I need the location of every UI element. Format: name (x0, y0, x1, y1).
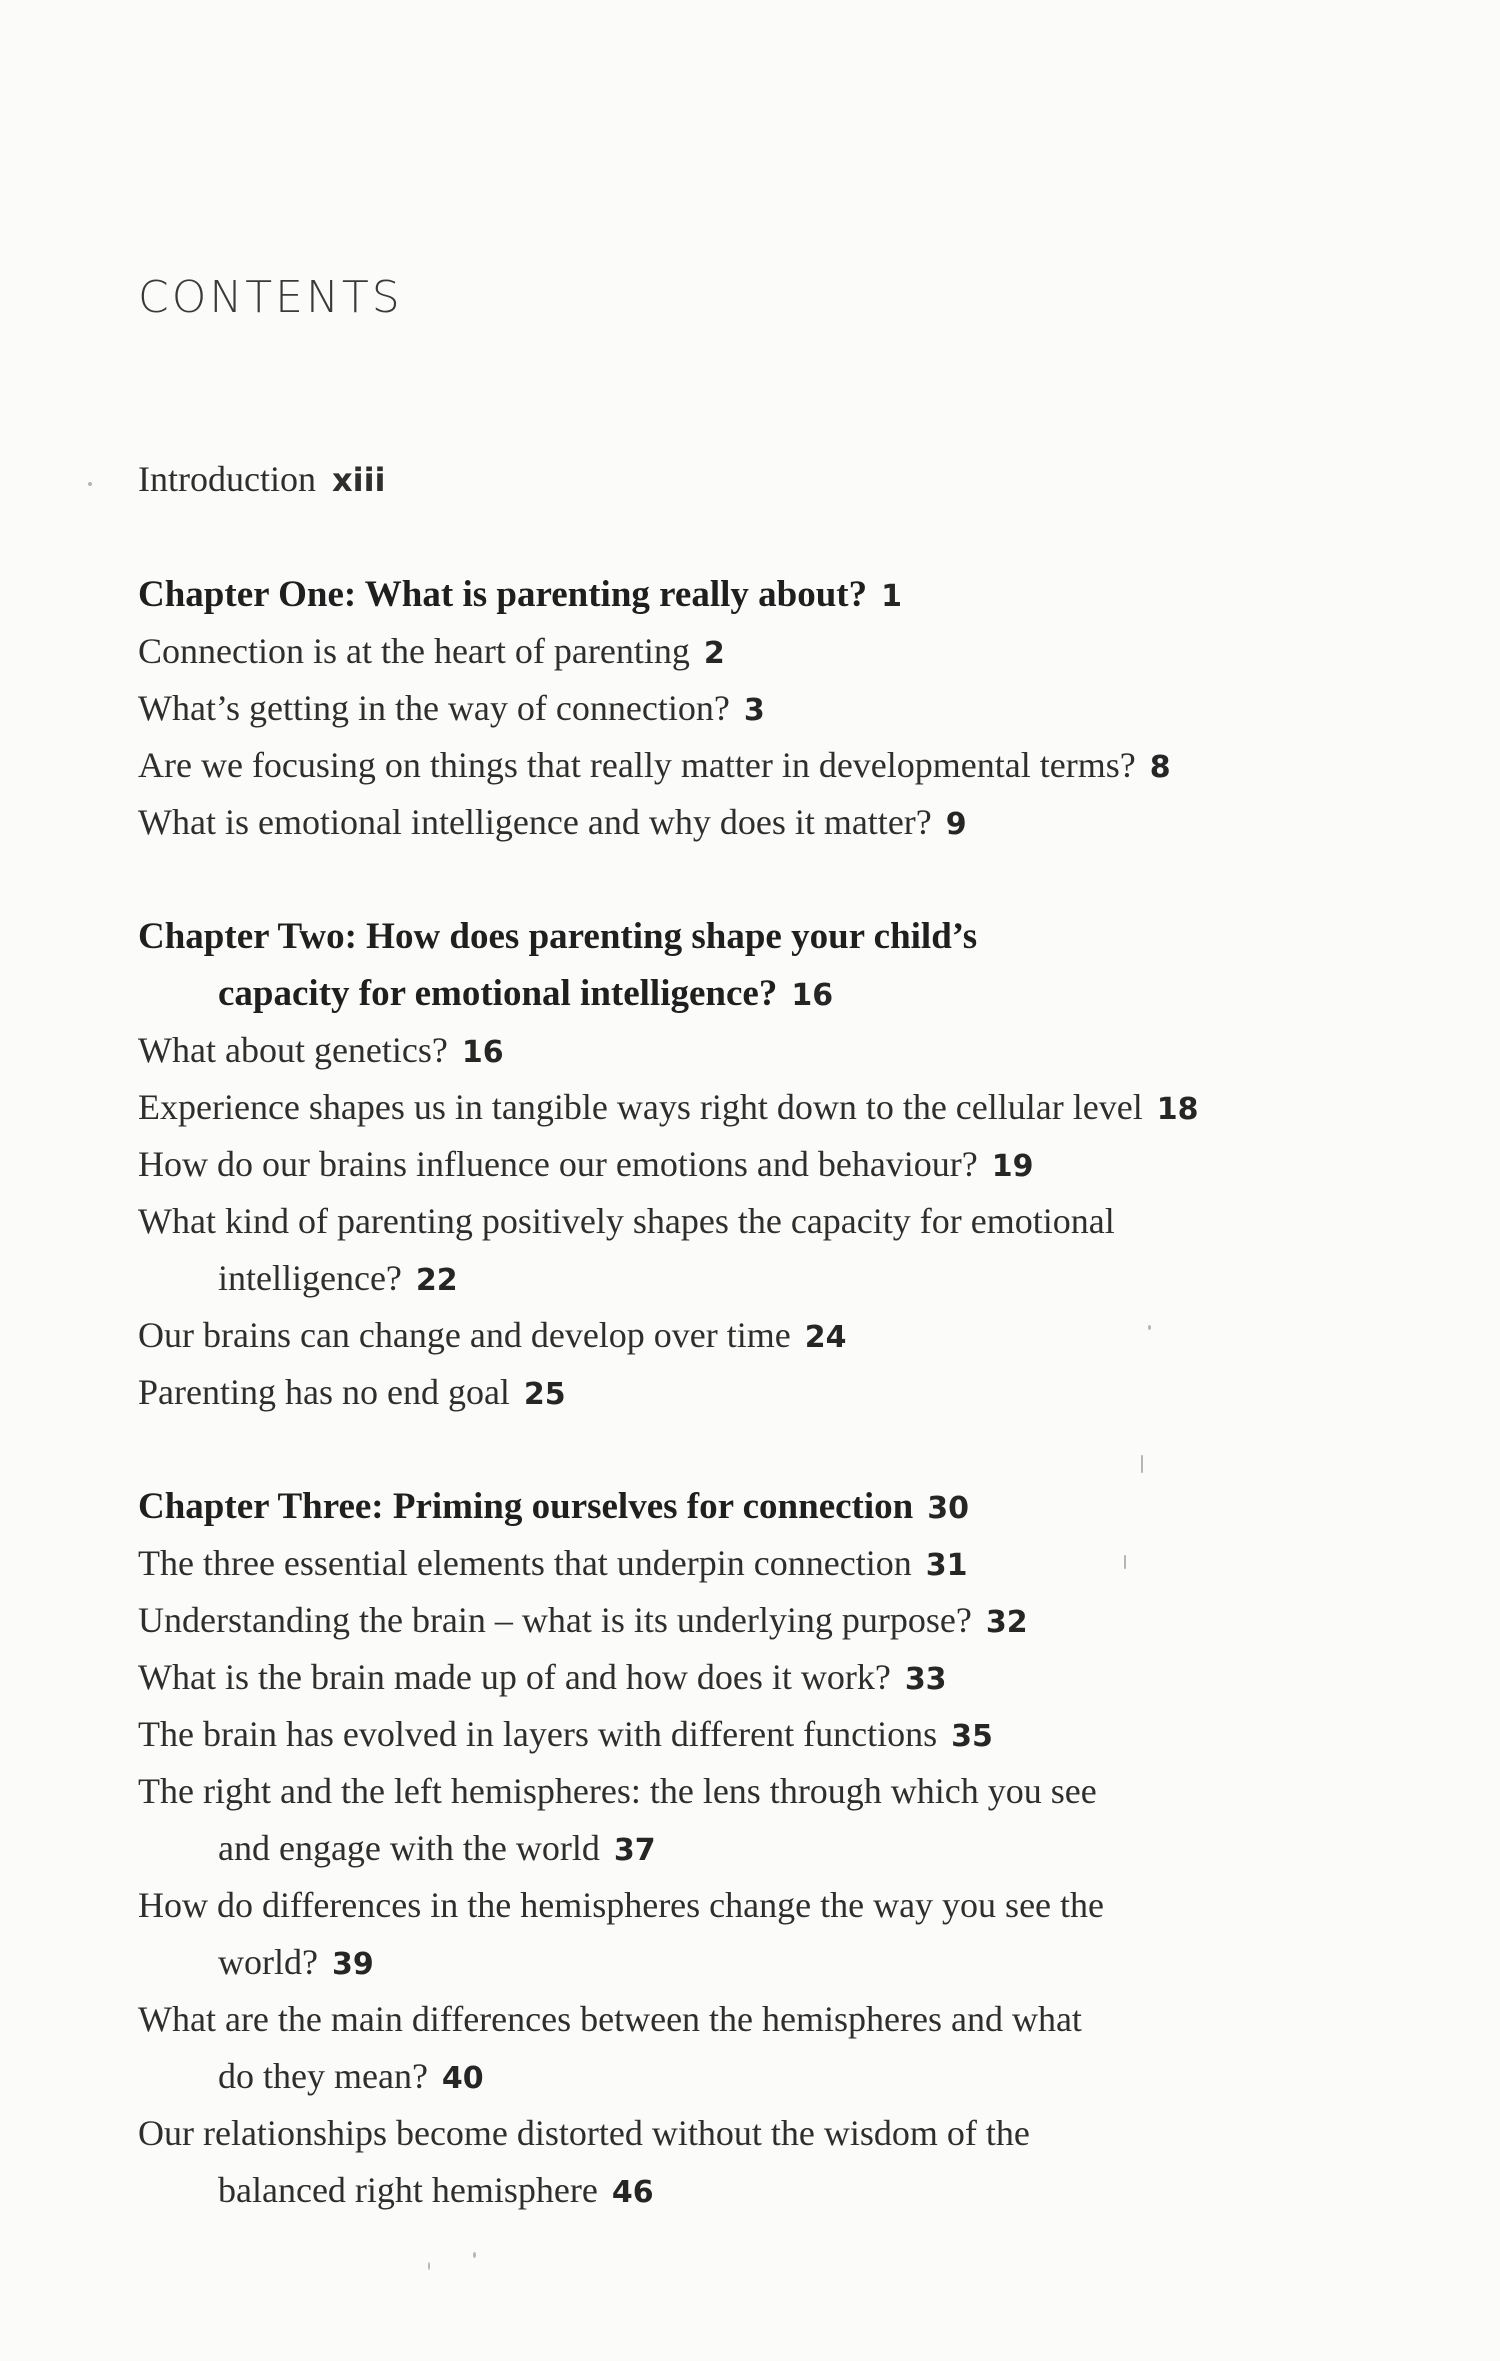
toc-entry-label: Experience shapes us in tangible ways right down to the cellular level (138, 1087, 1143, 1127)
toc-page-number: 19 (991, 1149, 1034, 1184)
toc-entry-label: How do our brains influence our emotions and behaviour? (138, 1144, 978, 1184)
toc-entry[interactable] (138, 1877, 1104, 1934)
toc-page-number: 37 (613, 1833, 656, 1868)
toc-entry[interactable] (138, 1193, 1115, 1250)
chapter-heading-two[interactable] (138, 908, 977, 965)
toc-page-number: 18 (1156, 1092, 1199, 1127)
toc-entry[interactable] (138, 737, 1171, 796)
toc-entry[interactable] (138, 680, 765, 739)
toc-page-number: 46 (611, 2175, 654, 2210)
toc-page-number: 2 (703, 636, 725, 671)
toc-page-number: 1 (881, 579, 902, 614)
toc-entry-label: The three essential elements that underpin connection (138, 1543, 912, 1583)
toc-page-number: 16 (791, 978, 834, 1013)
toc-page-number: 40 (441, 2061, 484, 2096)
toc-page-number: 25 (523, 1377, 566, 1412)
scan-speck (428, 2262, 430, 2270)
scan-speck (473, 2252, 476, 2258)
toc-entry-label: How do differences in the hemispheres change the way you see the (138, 1885, 1105, 1925)
chapter-title: Chapter Three: Priming ourselves for connection (138, 1486, 914, 1527)
toc-page-number: 3 (743, 693, 765, 728)
toc-entry-label-continued: do they mean? (218, 2056, 428, 2096)
toc-entry[interactable] (138, 623, 725, 682)
toc-entry-label: Understanding the brain – what is its underlying purpose? (138, 1600, 972, 1640)
toc-entry-label-continued: balanced right hemisphere (218, 2170, 598, 2210)
toc-page-number: 24 (804, 1320, 847, 1355)
toc-page-number: 39 (331, 1947, 374, 1982)
toc-entry-label: What is emotional intelligence and why does it matter? (138, 802, 932, 842)
toc-entry-label: What is the brain made up of and how does it work? (138, 1657, 891, 1697)
toc-entry[interactable] (138, 2105, 1030, 2162)
toc-entry-continued[interactable] (218, 2048, 484, 2107)
toc-page-number: 35 (951, 1719, 993, 1754)
chapter-title: Chapter Two: How does parenting shape your child’s (138, 916, 978, 957)
toc-page-number: 8 (1149, 750, 1171, 785)
toc-entry-label: Our brains can change and develop over time (138, 1315, 791, 1355)
toc-page-number: 32 (985, 1605, 1028, 1640)
scan-speck (1124, 1555, 1126, 1569)
toc-page-number: 9 (945, 807, 967, 842)
chapter-heading-three[interactable] (138, 1478, 969, 1537)
toc-entry[interactable] (138, 1535, 967, 1594)
toc-entry-label: Connection is at the heart of parenting (138, 631, 690, 671)
toc-entry[interactable] (138, 1079, 1198, 1138)
toc-page-number: xiii (331, 461, 386, 499)
toc-entry-label: Parenting has no end goal (138, 1372, 510, 1412)
toc-entry[interactable] (138, 1022, 504, 1081)
toc-page-number: 22 (415, 1263, 458, 1298)
chapter-title: Chapter One: What is parenting really about? (138, 574, 868, 615)
toc-entry-continued[interactable] (218, 1250, 458, 1309)
toc-page-number: 33 (904, 1662, 947, 1697)
toc-entry-label-continued: world? (218, 1942, 318, 1982)
toc-entry-label: The right and the left hemispheres: the lens through which you see (138, 1771, 1097, 1811)
toc-entry-label: The brain has evolved in layers with different functions (138, 1714, 938, 1754)
toc-entry-label: What are the main differences between the hemispheres and what (138, 1999, 1082, 2039)
toc-entry[interactable] (138, 1592, 1028, 1651)
toc-entry-label: What kind of parenting positively shapes the capacity for emotional (138, 1201, 1115, 1241)
scan-speck (88, 482, 92, 486)
toc-page-number: 30 (927, 1491, 969, 1526)
scan-speck (1141, 1455, 1143, 1473)
toc-entry[interactable] (138, 1706, 993, 1765)
toc-entry-label: Our relationships become distorted without the wisdom of the (138, 2113, 1030, 2153)
toc-entry-continued[interactable] (218, 1820, 656, 1879)
toc-entry-label: Are we focusing on things that really matter in developmental terms? (138, 745, 1136, 785)
toc-entry[interactable] (138, 1991, 1082, 2048)
toc-entry-label: What about genetics? (138, 1030, 448, 1070)
toc-entry[interactable] (138, 794, 967, 853)
toc-entry-continued[interactable] (218, 1934, 374, 1993)
toc-page-number: 16 (461, 1035, 504, 1070)
chapter-heading-one[interactable] (138, 566, 902, 625)
toc-entry[interactable] (138, 1763, 1097, 1820)
toc-entry-label-continued: and engage with the world (218, 1828, 600, 1868)
toc-entry-continued[interactable] (218, 2162, 654, 2221)
chapter-title-continued: capacity for emotional intelligence? (218, 973, 778, 1014)
toc-entry-label: What’s getting in the way of connection? (138, 688, 730, 728)
page-title: CONTENTS (138, 272, 403, 323)
toc-entry-introduction[interactable] (138, 451, 386, 509)
scan-speck (1148, 1325, 1151, 1330)
toc-page-number: 31 (925, 1548, 968, 1583)
toc-entry[interactable] (138, 1364, 566, 1423)
chapter-heading-two-continued[interactable] (218, 965, 833, 1024)
toc-entry[interactable] (138, 1307, 847, 1366)
toc-entry[interactable] (138, 1136, 1034, 1195)
toc-entry-label-continued: intelligence? (218, 1258, 402, 1298)
toc-entry-label: Introduction (138, 459, 316, 499)
toc-entry[interactable] (138, 1649, 947, 1708)
